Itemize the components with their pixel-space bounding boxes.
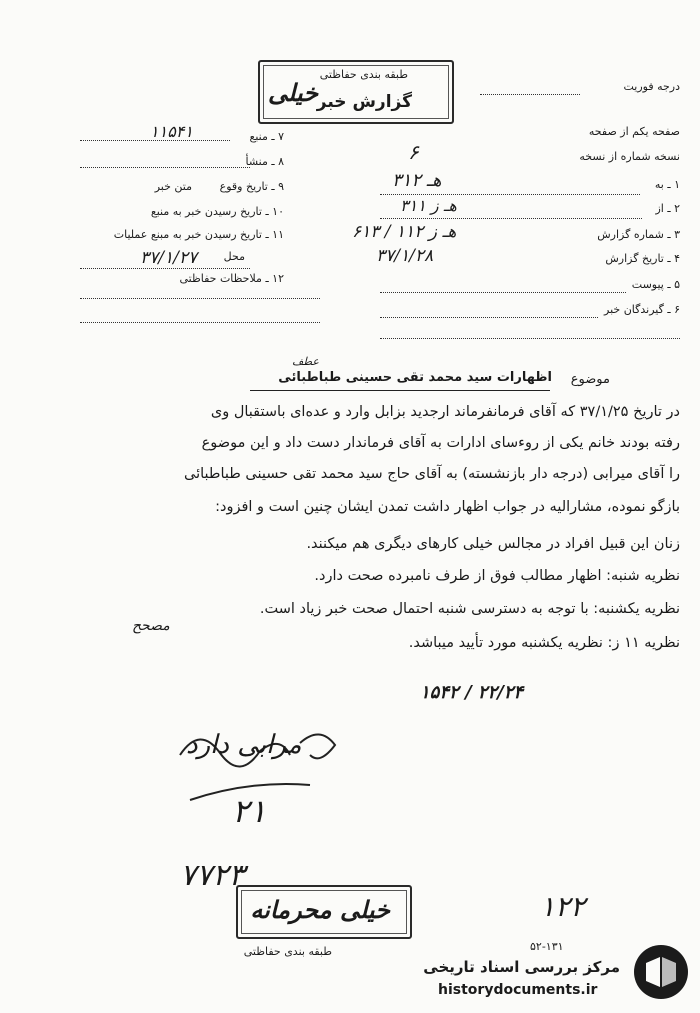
header-right-row: ۶ ـ گیرندگان خبر	[604, 303, 680, 316]
degree-label: درجه فوریت	[623, 80, 680, 93]
watermark-name: مرکز بررسی اسناد تاریخی	[423, 958, 620, 976]
handwritten-mark: ۲۱	[232, 792, 267, 830]
row-dots	[380, 292, 626, 293]
subject-underline	[250, 390, 550, 391]
archive-logo-icon	[632, 943, 690, 1001]
stamp-classification-value: خیلی	[268, 78, 319, 107]
row-dots	[80, 268, 250, 269]
row-dots	[80, 167, 250, 168]
header-left-row: ۸ ـ منشأ	[245, 155, 284, 168]
header-left-row: ۱۱ ـ تاریخ رسیدن خبر به مبنع عملیات	[113, 228, 284, 241]
header-left-value: ۱۱۵۴۱	[150, 122, 193, 141]
header-right-row: ۵ ـ پیوست	[631, 278, 680, 291]
row-dots	[380, 338, 680, 339]
header-left-row: محل	[223, 250, 245, 263]
header-left-row: ۱۲ ـ ملاحظات حفاظتی	[179, 272, 284, 285]
stamp-classification-label: طبقه بندی حفاظتی	[319, 68, 408, 81]
row-dots	[80, 140, 230, 141]
copy-number-handwritten: ۶	[408, 140, 419, 164]
bottom-classification-stamp	[236, 885, 412, 939]
bottom-stamp-value: خیلی محرمانه	[250, 895, 390, 924]
body-line: زنان این قبیل افراد در مجالس خیلی کارهای دیگری هم میکنند.	[306, 536, 680, 552]
body-line: بازگو نموده، مشارالیه در جواب اظهار داشت تمدن ایشان چنین است و افزود:	[215, 499, 680, 515]
header-right-row: ۳ ـ شماره گزارش	[597, 228, 680, 241]
row-dots	[380, 194, 640, 195]
degree-dots	[480, 94, 580, 95]
body-line: را آقای میرابی (درجه دار بازنشسته) به آقای حاج سید محمد تقی حسینی طباطبائی	[184, 466, 680, 482]
header-right-row: ۱ ـ به	[654, 178, 680, 191]
opinion-line: نظریه شنبه: اظهار مطالب فوق از طرف نامبرده صحت دارد.	[314, 568, 680, 584]
watermark-url: historydocuments.ir	[438, 982, 598, 998]
initials-scribble: مصحح	[132, 618, 170, 634]
page-line: صفحه یکم از صفحه	[588, 125, 680, 138]
header-right-row: ۴ ـ تاریخ گزارش	[605, 252, 680, 265]
header-right-row: ۲ ـ از	[655, 202, 680, 215]
stamp-report-type: گزارش خبر	[316, 92, 412, 112]
opinion-line: نظریه یکشنبه: با توجه به دسترسی شنبه احتمال صحت خبر زیاد است.	[259, 601, 680, 617]
body-line: در تاریخ ۳۷/۱/۲۵ که آقای فرمانفرماند ارجدید بزابل وارد و عده‌ای باستقبال وی	[210, 404, 680, 420]
row-dots	[380, 218, 642, 219]
top-classification-stamp	[258, 60, 454, 124]
handwritten-note: مرابی دارد	[186, 730, 302, 760]
header-left-value: ۳۷/۱/۲۷	[140, 248, 198, 268]
subject-text: اظهارات سید محمد تقی حسینی طباطبائی	[278, 370, 552, 385]
header-left-row: ۹ ـ تاریخ وقوع	[219, 180, 284, 193]
page-number-handwritten: ۱۲۲	[540, 890, 586, 923]
archive-code: ۵۲-۱۳۱	[530, 940, 564, 953]
subject-correction: عطف	[292, 355, 319, 368]
row-dots	[380, 317, 598, 318]
copy-line: نسخه شماره از نسخه	[579, 150, 680, 163]
header-right-value: ۶۱۳ / ۱۱۲ هـ ز	[352, 222, 457, 242]
header-right-value: ۳۱۲ هـ	[392, 170, 442, 191]
body-line: رفته بودند خانم یکی از روءسای ادارات به آقای فرماندار دست داد و این موضوع	[201, 435, 680, 451]
header-right-value: ۳۱۱ هـ ز	[400, 196, 457, 215]
row-dots	[80, 322, 320, 323]
bottom-stamp-label: طبقه بندی حفاظتی	[243, 945, 332, 958]
ink-reference-number: ۱۵۴۲ / ۲۲/۲۴	[420, 682, 524, 703]
handwritten-number: ۷۷۲۳	[180, 858, 245, 893]
header-left-value: متن خبر	[154, 180, 192, 193]
opinion-line: نظریه ۱۱ ز: نظریه یکشنبه مورد تأیید میباشد.	[408, 635, 680, 651]
row-dots	[80, 298, 320, 299]
header-right-value: ۳۷/۱/۲۸	[376, 246, 434, 266]
header-left-row: ۱۰ ـ تاریخ رسیدن خبر به منبع	[150, 205, 284, 218]
subject-label: موضوع	[570, 372, 610, 387]
header-left-row: ۷ ـ منبع	[249, 130, 284, 143]
